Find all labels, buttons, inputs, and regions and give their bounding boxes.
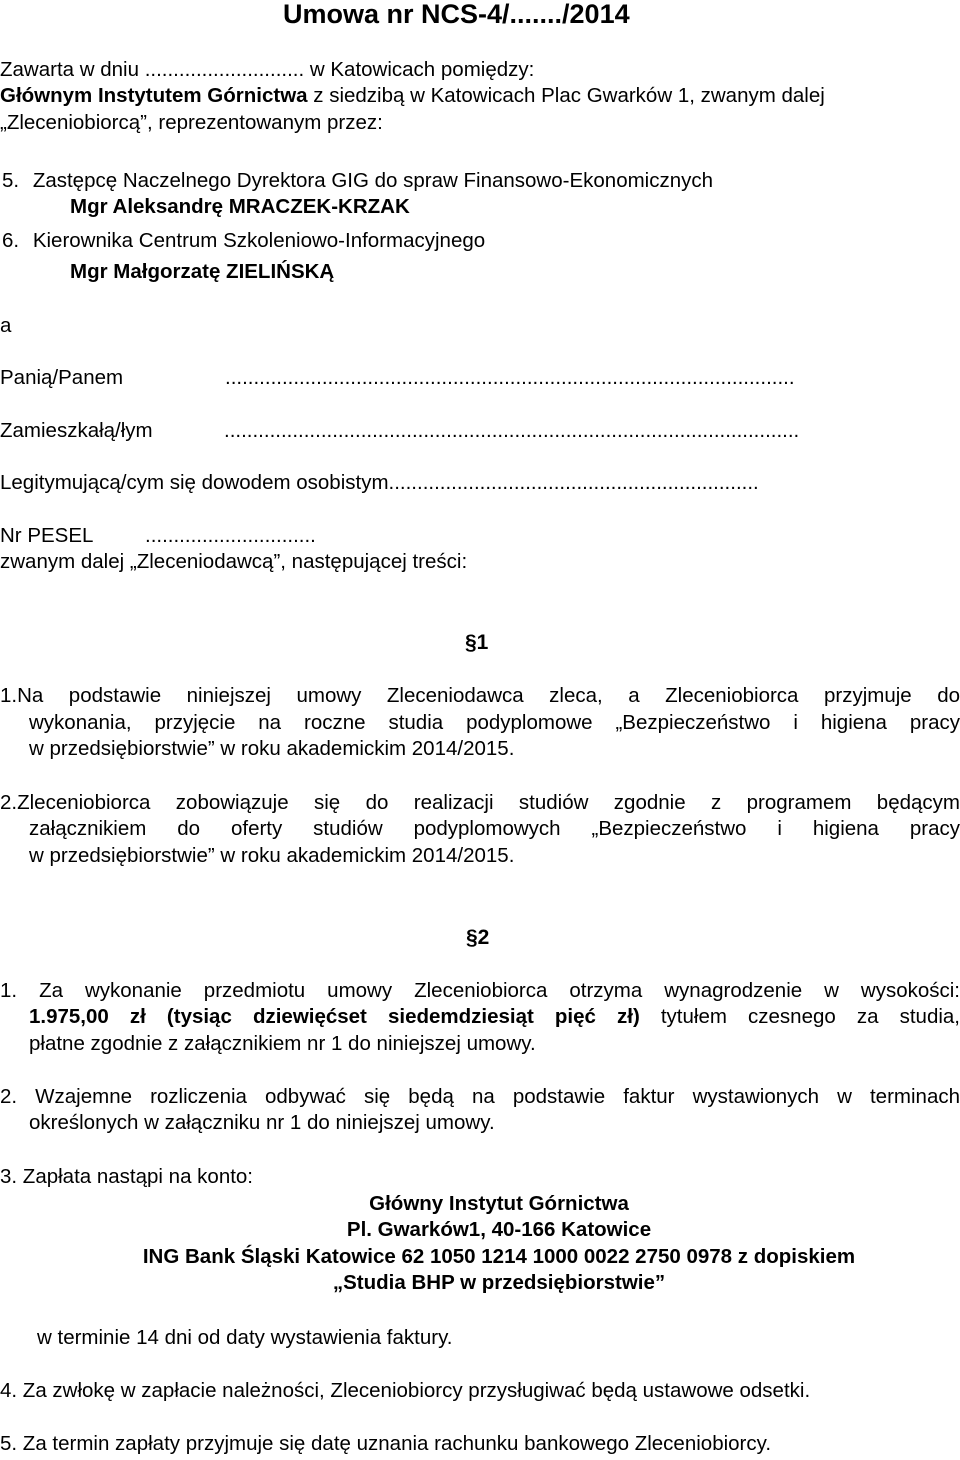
representative-2-role <box>2 231 485 252</box>
fee-amount: 1.975,00 zł (tysiąc dziewięćset siedemdziesiąt pięć zł) <box>29 1005 640 1028</box>
institute-name: Głównym Instytutem Górnictwa <box>0 84 308 107</box>
section-1-paragraph-2-line-3: w przedsiębiorstwie” w roku akademickim 2014/2015. <box>29 844 515 867</box>
institute-address: z siedzibą w Katowicach Plac Gwarków 1, zwanym dalej <box>307 84 825 107</box>
section-2-paragraph-1-line-3: płatne zgodnie z załącznikiem nr 1 do niniejszej umowy. <box>29 1032 536 1055</box>
payment-term: w terminie 14 dni od daty wystawienia faktury. <box>37 1326 453 1349</box>
section-2-paragraph-1-line-1: 1. Za wykonanie przedmiotu umowy Zleceniobiorca otrzyma wynagrodzenie w wysokości: <box>0 979 960 1002</box>
section-2-paragraph-2-line-1: 2. Wzajemne rozliczenia odbywać się będą na podstawie faktur wystawionych w terminach <box>0 1085 960 1108</box>
client-designation: zwanym dalej „Zleceniodawcą”, następującej treści: <box>0 550 468 573</box>
account-address: Pl. Gwarków1, 40-166 Katowice <box>346 1218 652 1241</box>
section-2-paragraph-2-line-2: określonych w załączniku nr 1 do niniejszej umowy. <box>29 1111 495 1134</box>
fee-purpose: tytułem czesnego za studia, <box>639 1005 960 1028</box>
pania-blank: .................................................................................................... <box>225 366 795 389</box>
representative-1-role <box>2 171 713 192</box>
document-title: Umowa nr NCS-4/......./2014 <box>283 0 630 29</box>
section-2-paragraph-3: 3. Zapłata nastąpi na konto: <box>0 1165 254 1188</box>
pania-label: Panią/Panem <box>0 366 124 389</box>
pesel-label: Nr PESEL <box>0 524 94 547</box>
intro-line-party <box>0 86 825 107</box>
section-1-paragraph-1-line-3: w przedsiębiorstwie” w roku akademickim 2014/2015. <box>29 737 515 760</box>
section-1-paragraph-1-line-2: wykonania, przyjęcie na roczne studia podyplomowe „Bezpieczeństwo i higiena pracy <box>29 711 960 734</box>
conjunction-a: a <box>0 314 12 337</box>
representative-role: Kierownika Centrum Szkoleniowo-Informacyjnego <box>32 229 486 252</box>
zamieszkala-blank: ..................................................................................................... <box>224 419 800 442</box>
intro-line-represented: „Zleceniobiorcą”, reprezentowanym przez: <box>0 111 383 134</box>
account-holder: Główny Instytut Górnictwa <box>369 1192 629 1215</box>
pesel-blank: .............................. <box>145 524 316 547</box>
section-1-paragraph-2-line-1: 2.Zleceniobiorca zobowiązuje się do realizacji studiów zgodnie z programem będącym <box>0 791 960 814</box>
zamieszkala-label: Zamieszkałą/łym <box>0 419 153 442</box>
representative-number: 5. <box>2 169 20 192</box>
section-1-paragraph-2-line-2: załącznikiem do oferty studiów podyplomowych „Bezpieczeństwo i higiena pracy <box>29 817 960 840</box>
account-number: ING Bank Śląski Katowice 62 1050 1214 1000 0022 2750 0978 z dopiskiem <box>142 1245 856 1268</box>
section-2-paragraph-4: 4. Za zwłokę w zapłacie należności, Zleceniobiorcy przysługiwać będą ustawowe odsetki. <box>0 1379 811 1402</box>
intro-line-date: Zawarta w dniu ............................ w Katowicach pomiędzy: <box>0 58 535 81</box>
section-1-paragraph-1-line-1: 1.Na podstawie niniejszej umowy Zleceniodawca zleca, a Zleceniobiorca przyjmuje do <box>0 684 960 707</box>
representative-role: Zastępcę Naczelnego Dyrektora GIG do spraw Finansowo-Ekonomicznych <box>32 169 714 192</box>
representative-2-name: Mgr Małgorzatę ZIELIŃSKĄ <box>70 260 335 283</box>
account-note: „Studia BHP w przedsiębiorstwie” <box>332 1271 666 1294</box>
representative-1-name: Mgr Aleksandrę MRACZEK-KRZAK <box>70 195 410 218</box>
representative-number: 6. <box>2 229 20 252</box>
section-2-paragraph-5: 5. Za termin zapłaty przyjmuje się datę uznania rachunku bankowego Zleceniobiorcy. <box>0 1432 772 1455</box>
section-1-heading: §1 <box>465 631 489 654</box>
section-2-paragraph-1-line-2 <box>29 1007 960 1028</box>
id-document-line: Legitymującą/cym się dowodem osobistym................................................................. <box>0 471 759 494</box>
section-2-heading: §2 <box>466 926 490 949</box>
